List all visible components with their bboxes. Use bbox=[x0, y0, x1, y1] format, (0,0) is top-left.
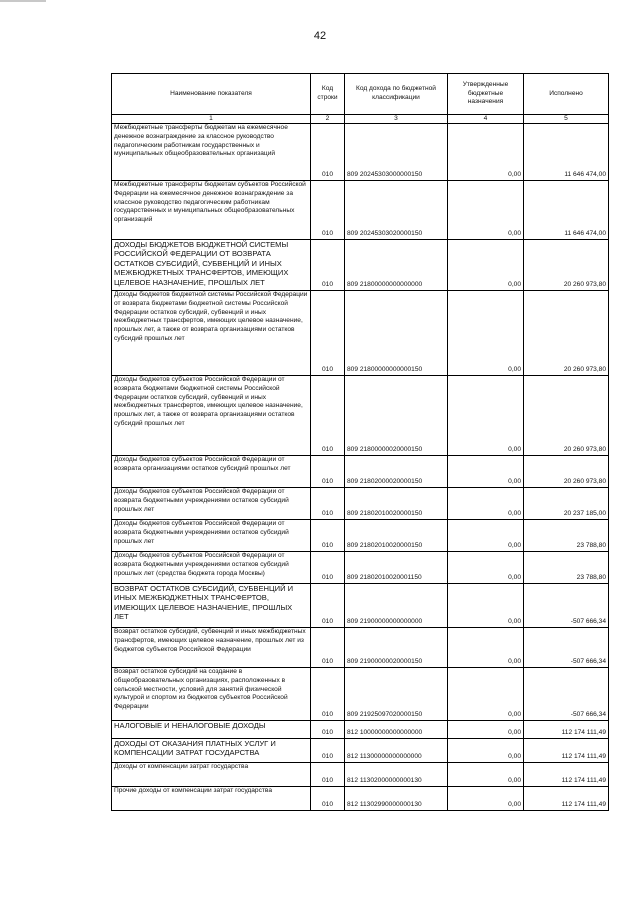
row-done-cell: 23 788,80 bbox=[524, 552, 609, 584]
table-row bbox=[112, 520, 609, 552]
table-row bbox=[112, 721, 609, 739]
row-done-cell: 20 260 973,80 bbox=[524, 376, 609, 456]
row-approved-cell: 0,00 bbox=[448, 739, 524, 763]
row-code-cell: 010 bbox=[311, 628, 345, 668]
row-done-cell: 112 174 111,49 bbox=[524, 763, 609, 787]
row-done-cell: 23 788,80 bbox=[524, 520, 609, 552]
row-done-cell: -507 666,34 bbox=[524, 628, 609, 668]
row-kbk-cell: 809 21802000020000150 bbox=[345, 456, 448, 488]
row-kbk-cell: 812 11300000000000000 bbox=[345, 739, 448, 763]
row-kbk-cell: 809 21800000000000000 bbox=[345, 240, 448, 291]
row-name-cell: Прочие доходы от компенсации затрат государства bbox=[112, 787, 311, 811]
table-row bbox=[112, 181, 609, 240]
table-row bbox=[112, 124, 609, 181]
row-name-cell: Возврат остатков субсидий, субвенций и иных межбюджетных трансфертов, имеющих целевое назначение, прошлых лет из бюджетов субъектов Российской Федерации bbox=[112, 628, 311, 668]
row-code-cell: 010 bbox=[311, 488, 345, 520]
row-code-cell: 010 bbox=[311, 668, 345, 721]
row-approved-cell: 0,00 bbox=[448, 291, 524, 376]
row-code-cell: 010 bbox=[311, 787, 345, 811]
row-done-cell: -507 666,34 bbox=[524, 668, 609, 721]
row-code-cell: 010 bbox=[311, 739, 345, 763]
row-name-cell: Межбюджетные трансферты бюджетам субъектов Российской Федерации на ежемесячное денежное вознаграждение за классное руководство педагогическим работникам государственных и муниципальных общеобразовательных организаций bbox=[112, 181, 311, 240]
row-done-cell: 20 260 973,80 bbox=[524, 240, 609, 291]
row-done-cell: 20 260 973,80 bbox=[524, 291, 609, 376]
row-name-cell: Доходы бюджетов субъектов Российской Федерации от возврата бюджетными учреждениями остатков субсидий прошлых лет bbox=[112, 488, 311, 520]
table-row bbox=[112, 628, 609, 668]
row-kbk-cell: 809 21900000000000000 bbox=[345, 584, 448, 628]
row-kbk-cell: 809 21802010020000150 bbox=[345, 520, 448, 552]
row-done-cell: 20 237 185,00 bbox=[524, 488, 609, 520]
row-done-cell: 112 174 111,49 bbox=[524, 721, 609, 739]
row-name-cell: Межбюджетные трансферты бюджетам на ежемесячное денежное вознаграждение за классное руководство педагогическим работникам государственных и муниципальных общеобразовательных организаций bbox=[112, 124, 311, 181]
column-number-row bbox=[112, 115, 609, 124]
table-header-row bbox=[112, 74, 609, 115]
row-name-cell: Доходы бюджетов бюджетной системы Российской Федерации от возврата бюджетами бюджетной системы Российской Федерации остатков субсидий, субвенций и иных межбюджетных трансфертов, имеющих целевое назначение, прошлых лет, а также от возврата организациями остатков субсидий прошлых лет bbox=[112, 291, 311, 376]
row-code-cell: 010 bbox=[311, 240, 345, 291]
row-code-cell: 010 bbox=[311, 552, 345, 584]
column-number: 3 bbox=[345, 115, 448, 124]
column-number: 1 bbox=[112, 115, 311, 124]
row-approved-cell: 0,00 bbox=[448, 181, 524, 240]
column-number: 2 bbox=[311, 115, 345, 124]
row-code-cell: 010 bbox=[311, 763, 345, 787]
row-approved-cell: 0,00 bbox=[448, 787, 524, 811]
row-name-cell: ДОХОДЫ БЮДЖЕТОВ БЮДЖЕТНОЙ СИСТЕМЫ РОССИЙСКОЙ ФЕДЕРАЦИИ ОТ ВОЗВРАТА ОСТАТКОВ СУБСИДИЙ, СУБВЕНЦИЙ И ИНЫХ МЕЖБЮДЖЕТНЫХ ТРАНСФЕРТОВ, ИМЕЮЩИХ ЦЕЛЕВОЕ НАЗНАЧЕНИЕ, ПРОШЛЫХ ЛЕТ bbox=[112, 240, 311, 291]
row-code-cell: 010 bbox=[311, 376, 345, 456]
header-name: Наименование показателя bbox=[112, 74, 311, 115]
row-approved-cell: 0,00 bbox=[448, 668, 524, 721]
table-row bbox=[112, 291, 609, 376]
table-row bbox=[112, 488, 609, 520]
page-number: 42 bbox=[313, 30, 327, 42]
row-name-cell: Возврат остатков субсидий на создание в общеобразовательных организациях, расположенных в сельской местности, условий для занятий физической культурой и спортом из бюджетов субъектов Российской Федерации bbox=[112, 668, 311, 721]
row-code-cell: 010 bbox=[311, 520, 345, 552]
row-code-cell: 010 bbox=[311, 124, 345, 181]
row-kbk-cell: 812 11302990000000130 bbox=[345, 787, 448, 811]
row-kbk-cell: 809 20245303020000150 bbox=[345, 181, 448, 240]
table-row bbox=[112, 739, 609, 763]
header-code: Код строки bbox=[311, 74, 345, 115]
row-approved-cell: 0,00 bbox=[448, 456, 524, 488]
row-name-cell: Доходы бюджетов субъектов Российской Федерации от возврата бюджетными учреждениями остатков субсидий прошлых лет bbox=[112, 520, 311, 552]
row-approved-cell: 0,00 bbox=[448, 552, 524, 584]
row-kbk-cell: 809 21800000000000150 bbox=[345, 291, 448, 376]
row-code-cell: 010 bbox=[311, 456, 345, 488]
table-body bbox=[112, 124, 609, 811]
row-name-cell: Доходы бюджетов субъектов Российской Федерации от возврата бюджетами бюджетной системы Российской Федерации остатков субсидий, субвенций и иных межбюджетных трансфертов, имеющих целевое назначение, прошлых лет, а также от возврата организациями остатков субсидий прошлых лет bbox=[112, 376, 311, 456]
column-number: 5 bbox=[524, 115, 609, 124]
table-row bbox=[112, 240, 609, 291]
row-done-cell: 112 174 111,49 bbox=[524, 739, 609, 763]
row-approved-cell: 0,00 bbox=[448, 240, 524, 291]
row-approved-cell: 0,00 bbox=[448, 721, 524, 739]
row-kbk-cell: 809 20245303000000150 bbox=[345, 124, 448, 181]
row-kbk-cell: 812 10000000000000000 bbox=[345, 721, 448, 739]
row-approved-cell: 0,00 bbox=[448, 124, 524, 181]
row-kbk-cell: 812 11302000000000130 bbox=[345, 763, 448, 787]
row-kbk-cell: 809 21925097020000150 bbox=[345, 668, 448, 721]
row-approved-cell: 0,00 bbox=[448, 520, 524, 552]
row-name-cell: ДОХОДЫ ОТ ОКАЗАНИЯ ПЛАТНЫХ УСЛУГ И КОМПЕНСАЦИИ ЗАТРАТ ГОСУДАРСТВА bbox=[112, 739, 311, 763]
table-row bbox=[112, 668, 609, 721]
row-approved-cell: 0,00 bbox=[448, 763, 524, 787]
row-kbk-cell: 809 21900000020000150 bbox=[345, 628, 448, 668]
table-row bbox=[112, 456, 609, 488]
row-approved-cell: 0,00 bbox=[448, 584, 524, 628]
row-approved-cell: 0,00 bbox=[448, 628, 524, 668]
row-name-cell: Доходы бюджетов субъектов Российской Федерации от возврата бюджетными учреждениями остатков субсидий прошлых лет (средства бюджета города Москвы) bbox=[112, 552, 311, 584]
header-kbk: Код дохода по бюджетной классификации bbox=[345, 74, 448, 115]
row-code-cell: 010 bbox=[311, 291, 345, 376]
row-code-cell: 010 bbox=[311, 181, 345, 240]
row-kbk-cell: 809 21802010020001150 bbox=[345, 552, 448, 584]
table-row bbox=[112, 584, 609, 628]
row-done-cell: 11 646 474,00 bbox=[524, 124, 609, 181]
row-approved-cell: 0,00 bbox=[448, 488, 524, 520]
row-kbk-cell: 809 21800000020000150 bbox=[345, 376, 448, 456]
table-row bbox=[112, 763, 609, 787]
row-done-cell: 112 174 111,49 bbox=[524, 787, 609, 811]
row-done-cell: -507 666,34 bbox=[524, 584, 609, 628]
table-row bbox=[112, 552, 609, 584]
table-row bbox=[112, 787, 609, 811]
row-kbk-cell: 809 21802010020000150 bbox=[345, 488, 448, 520]
scan-edge-mark bbox=[0, 0, 46, 2]
row-code-cell: 010 bbox=[311, 584, 345, 628]
row-name-cell: Доходы от компенсации затрат государства bbox=[112, 763, 311, 787]
row-approved-cell: 0,00 bbox=[448, 376, 524, 456]
table-row bbox=[112, 376, 609, 456]
revenue-table bbox=[111, 73, 609, 811]
header-approved: Утвержденные бюджетные назначения bbox=[448, 74, 524, 115]
row-done-cell: 20 260 973,80 bbox=[524, 456, 609, 488]
row-name-cell: Доходы бюджетов субъектов Российской Федерации от возврата организациями остатков субсидий прошлых лет bbox=[112, 456, 311, 488]
row-code-cell: 010 bbox=[311, 721, 345, 739]
row-done-cell: 11 646 474,00 bbox=[524, 181, 609, 240]
header-done: Исполнено bbox=[524, 74, 609, 115]
row-name-cell: НАЛОГОВЫЕ И НЕНАЛОГОВЫЕ ДОХОДЫ bbox=[112, 721, 311, 739]
column-number: 4 bbox=[448, 115, 524, 124]
row-name-cell: ВОЗВРАТ ОСТАТКОВ СУБСИДИЙ, СУБВЕНЦИЙ И ИНЫХ МЕЖБЮДЖЕТНЫХ ТРАНСФЕРТОВ, ИМЕЮЩИХ ЦЕЛЕВОЕ НАЗНАЧЕНИЕ, ПРОШЛЫХ ЛЕТ bbox=[112, 584, 311, 628]
